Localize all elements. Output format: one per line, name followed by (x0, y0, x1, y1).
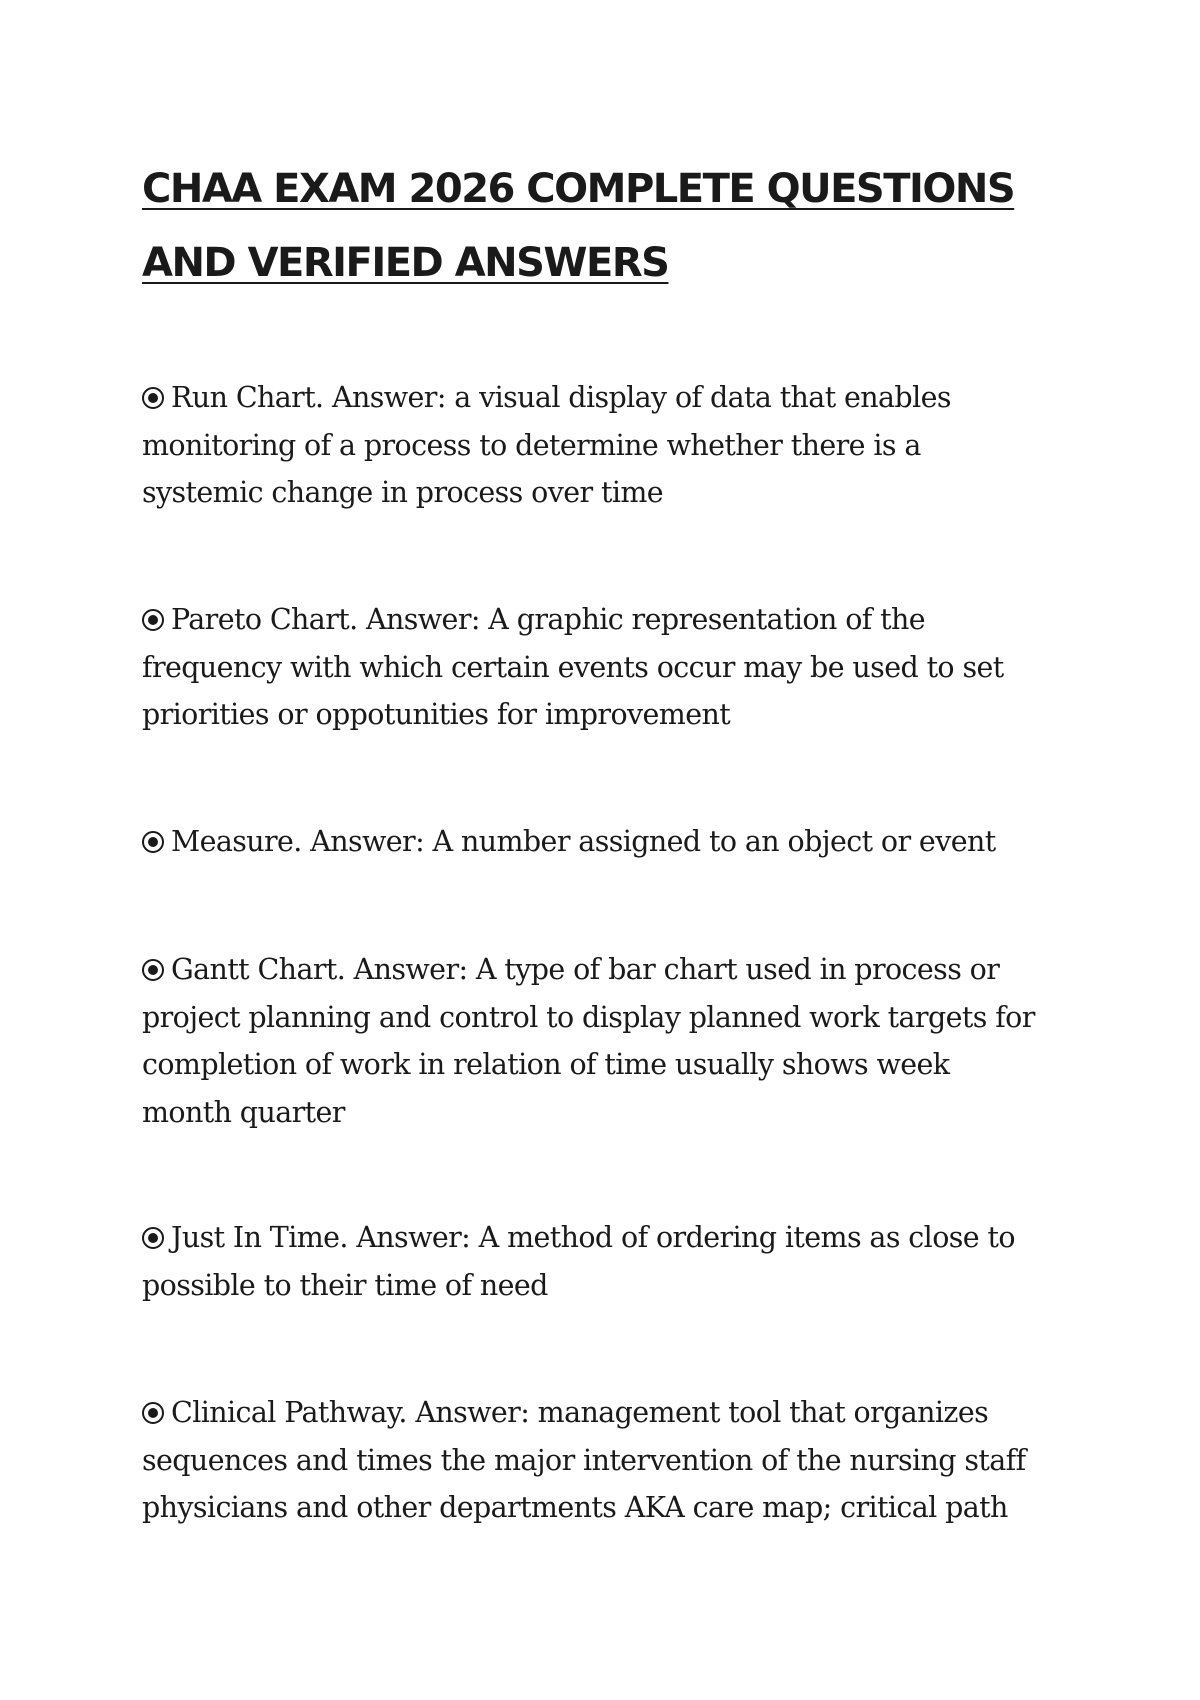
qa-item-text: Clinical Pathway. Answer: management tool that organizes sequences and times the major intervention of the nursing staff physicians and other departments AKA care map; critical path (142, 1396, 1026, 1524)
qa-item-run-chart (142, 374, 1042, 517)
qa-item-text: Measure. Answer: A number assigned to an object or event (171, 825, 996, 858)
radio-bullet-icon (142, 1402, 164, 1424)
qa-item-text: Just In Time. Answer: A method of ordering items as close to possible to their time of need (142, 1221, 1015, 1302)
qa-item-just-in-time (142, 1214, 1042, 1309)
qa-item-gantt-chart (142, 946, 1042, 1136)
radio-bullet-icon (142, 609, 164, 631)
qa-item-pareto-chart (142, 596, 1042, 739)
qa-item-clinical-pathway (142, 1389, 1042, 1532)
radio-bullet-icon (142, 1227, 164, 1249)
qa-item-text: Run Chart. Answer: a visual display of data that enables monitoring of a process to determine whether there is a systemic change in process over time (142, 381, 951, 509)
qa-item-text: Gantt Chart. Answer: A type of bar chart used in process or project planning and control to display planned work targets for completion of work in relation of time usually shows week month quarter (142, 953, 1035, 1129)
page-title (142, 152, 1042, 300)
radio-bullet-icon (142, 959, 164, 981)
page-title-line-1: CHAA EXAM 2026 COMPLETE QUESTIONS (142, 166, 1015, 212)
qa-item-measure (142, 818, 1042, 866)
qa-item-text: Pareto Chart. Answer: A graphic representation of the frequency with which certain events occur may be used to set priorities or oppotunities for improvement (142, 603, 1004, 731)
radio-bullet-icon (142, 831, 164, 853)
page-title-line-2: AND VERIFIED ANSWERS (142, 240, 669, 286)
radio-bullet-icon (142, 387, 164, 409)
